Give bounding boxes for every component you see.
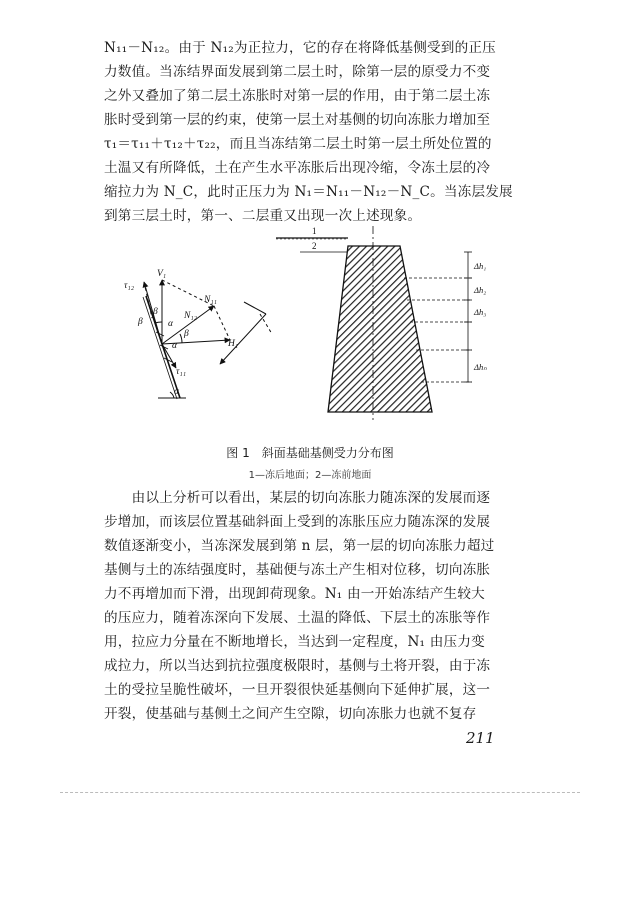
text-line: 成拉力，所以当达到抗拉强度极限时，基侧与土将开裂，由于冻	[104, 658, 491, 674]
mark-1: 1	[312, 226, 317, 236]
text-line: 的压应力，随着冻深向下发展、土温的降低、下层土的冻胀等作	[104, 610, 491, 626]
text-line: N₁₁－N₁₂。由于 N₁₂为正拉力，它的存在将降低基侧受到的正压	[104, 40, 496, 56]
text-line: 用，拉应力分量在不断地增长，当达到一定程度，N₁ 由压力变	[104, 634, 485, 650]
scan-edge-rule	[60, 792, 580, 793]
foundation-section	[276, 226, 487, 420]
text-line: 胀时受到第一层的约束，使第一层土对基侧的切向冻胀力增加至	[104, 112, 491, 128]
figure-legend: 1—冻后地面；2—冻前地面	[248, 470, 372, 481]
page-number: 211	[466, 729, 495, 747]
label-alpha-base: α	[174, 387, 179, 397]
label-beta-top: β	[153, 307, 158, 317]
label-n11: N₁₁	[204, 295, 217, 305]
label-alpha-low: α	[172, 341, 177, 351]
text-line: 到第三层土时，第一、二层重又出现一次上述现象。	[104, 208, 422, 224]
mark-2: 2	[312, 241, 317, 251]
text-line: 数值逐渐变小，当冻深发展到第 n 层，第一层的切向冻胀力超过	[104, 538, 495, 554]
text-line: τ₁＝τ₁₁＋τ₁₂＋τ₂₂，而且当冻结第二层土时第一层土所处位置的	[104, 136, 492, 152]
paragraph-1	[104, 36, 516, 228]
label-beta-left: β	[138, 317, 143, 327]
text-line: 土的受拉呈脆性破坏，一旦开裂很快延基侧向下延伸扩展，这一	[104, 682, 491, 698]
label-dh1: Δh₁	[474, 261, 487, 271]
text-line: 力数值。当冻结界面发展到第二层土时，除第一层的原受力不变	[104, 64, 491, 80]
label-dh3: Δh₃	[474, 307, 487, 317]
label-alpha-mid: α	[168, 319, 173, 329]
label-beta-mid: β	[184, 329, 189, 339]
text-line: 开裂，使基础与基侧土之间产生空隙，切向冻胀力也就不复存	[104, 706, 477, 722]
text-line: 缩拉力为 N_C，此时正压力为 N₁＝N₁₁－N₁₂－N_C。当冻层发展	[104, 184, 513, 200]
label-dhn: Δhₙ	[474, 362, 487, 372]
text-line: 步增加，而该层位置基础斜面上受到的冻胀压应力随冻深的发展	[104, 514, 491, 530]
paragraph-2	[104, 486, 516, 726]
foundation-force-figure	[100, 222, 500, 432]
text-line: 基侧与土的冻结强度时，基础便与冻土产生相对位移，切向冻胀	[104, 562, 491, 578]
text-line: 由以上分析可以看出，某层的切向冻胀力随冻深的发展而逐	[104, 490, 491, 506]
text-line: 土温又有所降低，土在产生水平冻胀后出现冷缩，令冻土层的冷	[104, 160, 491, 176]
label-tau11: τ₁₁	[176, 367, 187, 377]
label-tau12: τ₁₂	[124, 281, 135, 291]
text-line: 力不再增加而下滑，出现卸荷现象。N₁ 由一开始冻结产生较大	[104, 586, 485, 602]
figure-caption: 图 1 斜面基础基侧受力分布图	[226, 446, 394, 460]
label-dh2: Δh₂	[474, 285, 487, 295]
label-h1: H₁	[228, 339, 239, 349]
label-v1: V₁	[157, 269, 167, 279]
label-n12: N₁₂	[184, 311, 197, 321]
text-line: 之外又叠加了第二层土冻胀时对第一层的作用，由于第二层土冻	[104, 88, 491, 104]
